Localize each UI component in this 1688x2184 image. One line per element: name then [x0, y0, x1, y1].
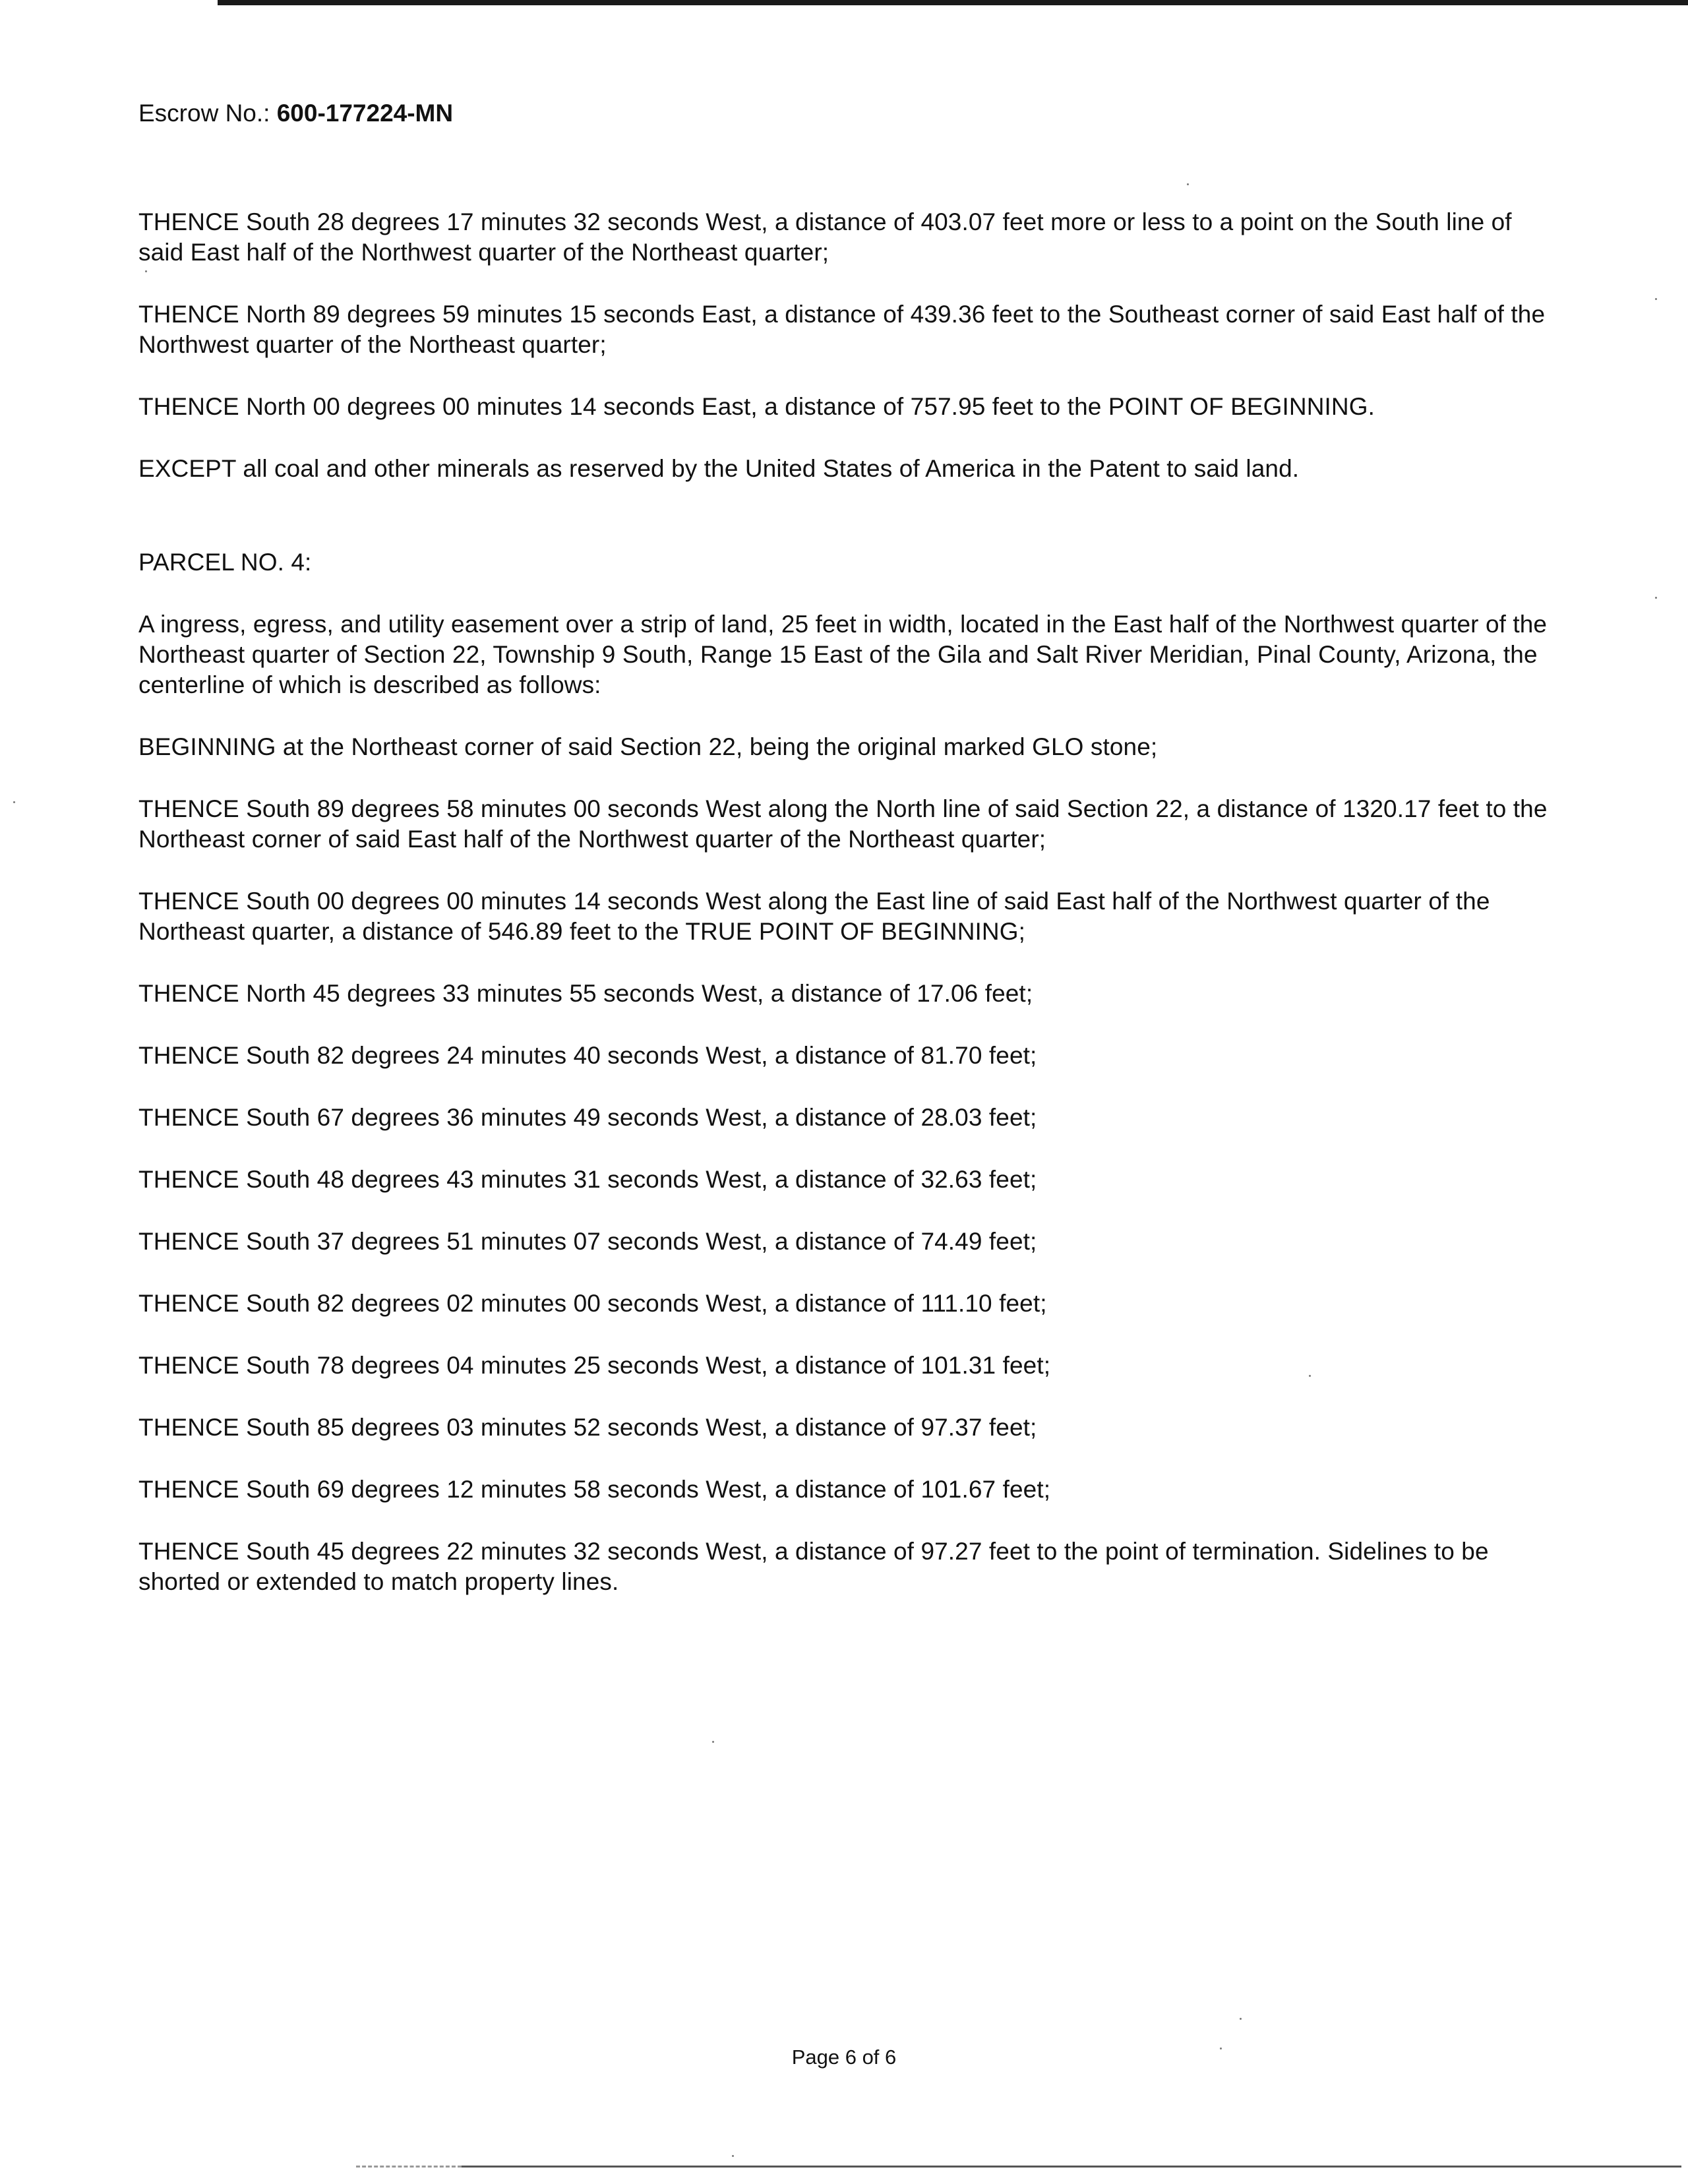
legal-paragraph: THENCE South 28 degrees 17 minutes 32 seconds West, a distance of 403.07 feet more or less to a point on the South line of said East half of the Northwest quarter of the Northeast quarter; [138, 208, 1512, 266]
legal-paragraph: THENCE South 85 degrees 03 minutes 52 seconds West, a distance of 97.37 feet; [138, 1414, 1037, 1441]
legal-paragraph: THENCE North 45 degrees 33 minutes 55 seconds West, a distance of 17.06 feet; [138, 980, 1033, 1007]
legal-paragraph: THENCE North 00 degrees 00 minutes 14 seconds East, a distance of 757.95 feet to the POINT OF BEGINNING. [138, 393, 1375, 420]
scan-speck [1655, 597, 1657, 599]
scan-speck [732, 2155, 734, 2157]
legal-paragraph: THENCE South 37 degrees 51 minutes 07 seconds West, a distance of 74.49 feet; [138, 1228, 1037, 1255]
document-body [138, 99, 1556, 1629]
escrow-label: Escrow No.: [138, 100, 270, 127]
legal-paragraph: THENCE North 89 degrees 59 minutes 15 seconds East, a distance of 439.36 feet to the Southeast corner of said East half of the Northwest quarter of the Northeast quarter; [138, 301, 1546, 358]
legal-paragraph: BEGINNING at the Northeast corner of said Section 22, being the original marked GLO stone; [138, 733, 1158, 760]
parcel-heading: PARCEL NO. 4: [138, 549, 312, 576]
parcel-description: A ingress, egress, and utility easement over a strip of land, 25 feet in width, located in the East half of the Northwest quarter of the Northeast quarter of Section 22, Township 9 South, Range 15 East of the Gila and Salt River Meridian, Pinal County, Arizona, the centerline of which is described as follows: [138, 611, 1548, 698]
legal-paragraph: THENCE South 48 degrees 43 minutes 31 seconds West, a distance of 32.63 feet; [138, 1166, 1037, 1193]
legal-paragraph: THENCE South 67 degrees 36 minutes 49 seconds West, a distance of 28.03 feet; [138, 1104, 1037, 1131]
legal-paragraph: THENCE South 45 degrees 22 minutes 32 seconds West, a distance of 97.27 feet to the point of termination. Sidelines to be shorted or extended to match property lines. [138, 1538, 1489, 1595]
top-border-rule [218, 0, 1688, 5]
legal-paragraph: THENCE South 78 degrees 04 minutes 25 seconds West, a distance of 101.31 feet; [138, 1352, 1051, 1379]
legal-paragraph: THENCE South 82 degrees 02 minutes 00 seconds West, a distance of 111.10 feet; [138, 1290, 1047, 1317]
scan-speck [145, 270, 147, 272]
legal-paragraph: THENCE South 89 degrees 58 minutes 00 seconds West along the North line of said Section 22, a distance of 1320.17 feet to the Northeast corner of said East half of the Northwest quarter of the Northeast quarter; [138, 795, 1548, 853]
scan-speck [1240, 2018, 1242, 2020]
page-number: Page 6 of 6 [791, 2046, 897, 2069]
escrow-header [138, 99, 1556, 128]
bottom-border-dash [356, 2166, 462, 2168]
scan-speck [13, 801, 15, 803]
scan-speck [712, 1741, 714, 1743]
scan-speck [1220, 2048, 1222, 2049]
legal-paragraph: THENCE South 82 degrees 24 minutes 40 seconds West, a distance of 81.70 feet; [138, 1042, 1037, 1069]
legal-paragraph: THENCE South 69 degrees 12 minutes 58 seconds West, a distance of 101.67 feet; [138, 1476, 1051, 1503]
bottom-border-rule [462, 2166, 1681, 2168]
legal-paragraph: THENCE South 00 degrees 00 minutes 14 seconds West along the East line of said East half of the Northwest quarter of the Northeast quarter, a distance of 546.89 feet to the TRUE POINT OF BEGINNING; [138, 888, 1490, 945]
legal-paragraph: EXCEPT all coal and other minerals as reserved by the United States of America in the Patent to said land. [138, 455, 1300, 482]
scan-speck [1655, 298, 1657, 300]
scan-speck [1187, 183, 1189, 185]
scan-speck [1309, 1375, 1311, 1377]
escrow-number: 600-177224-MN [276, 100, 454, 127]
